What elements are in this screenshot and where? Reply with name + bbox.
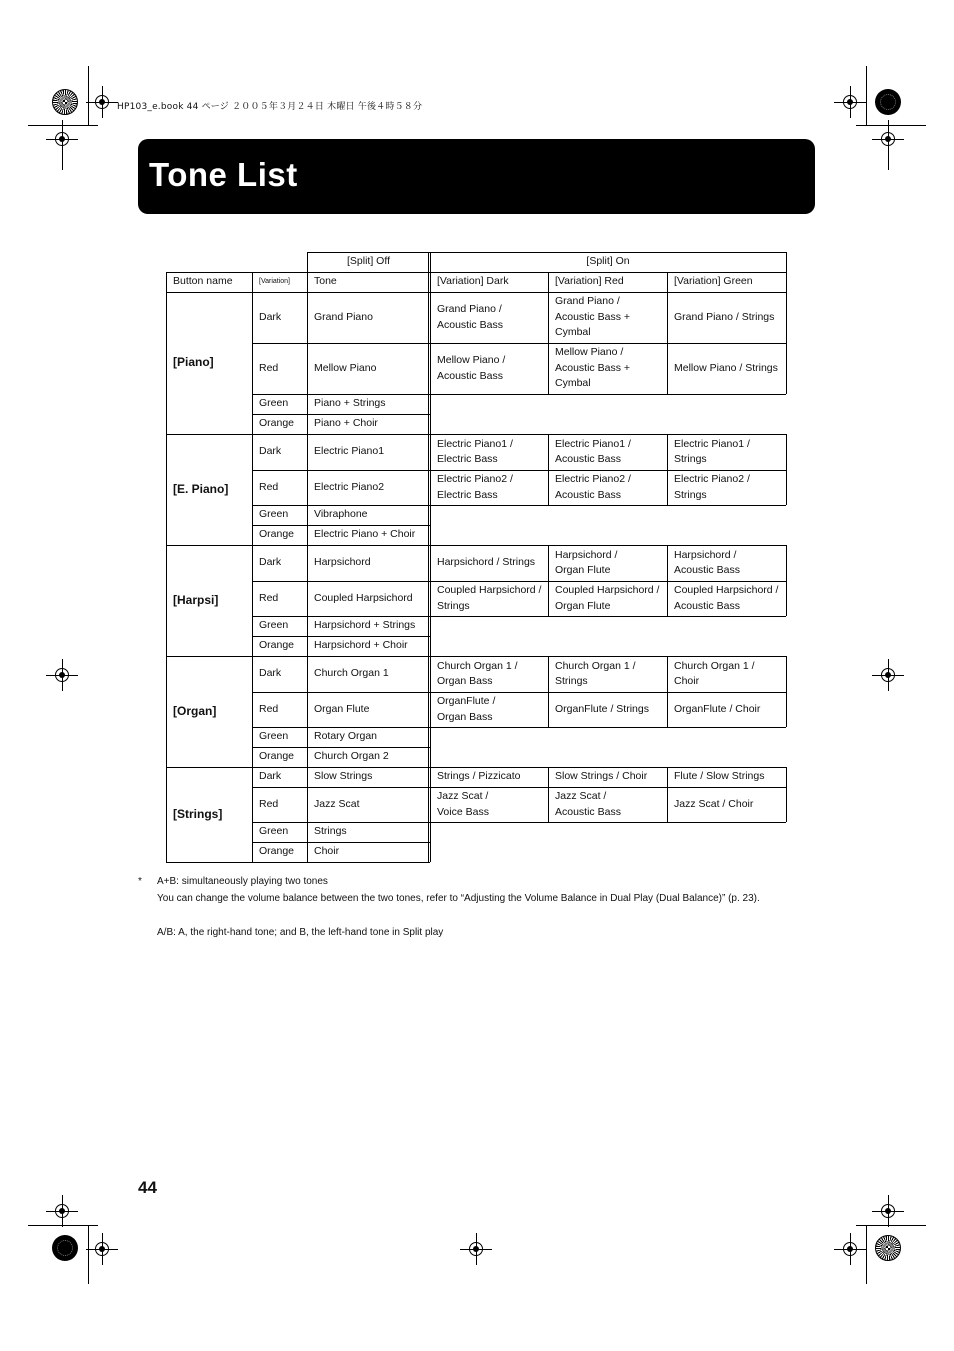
table-rule bbox=[307, 272, 308, 292]
button-name-cell: [Harpsi] bbox=[173, 592, 219, 607]
table-rule bbox=[307, 822, 308, 842]
tone-cell: Church Organ 2 bbox=[314, 750, 389, 763]
table-rule bbox=[307, 727, 308, 747]
header-variation-dark: [Variation] Dark bbox=[437, 275, 509, 288]
table-rule bbox=[548, 545, 549, 581]
table-rule bbox=[667, 581, 668, 616]
table-rule bbox=[307, 252, 308, 272]
table-rule bbox=[428, 434, 429, 470]
table-rule bbox=[428, 747, 429, 767]
table-rule bbox=[667, 767, 668, 787]
header-split-off: [Split] Off bbox=[347, 255, 390, 268]
split-tone-cell: Mellow Piano / Acoustic Bass bbox=[437, 354, 506, 382]
split-tone-cell: Mellow Piano / Strings bbox=[674, 361, 778, 374]
split-tone-cell: Electric Piano2 / Acoustic Bass bbox=[555, 473, 631, 501]
table-rule bbox=[667, 656, 668, 692]
table-rule bbox=[252, 636, 430, 637]
table-rule bbox=[430, 616, 431, 636]
table-rule bbox=[430, 505, 431, 525]
crop-mark bbox=[856, 125, 926, 126]
split-tone-cell: Electric Piano2 / Strings bbox=[674, 473, 750, 501]
table-rule bbox=[430, 272, 431, 292]
crop-mark bbox=[88, 66, 89, 126]
variation-cell: Orange bbox=[259, 417, 295, 430]
split-tone-cell: OrganFlute / Organ Bass bbox=[437, 695, 496, 723]
crop-mark bbox=[28, 125, 98, 126]
variation-cell: Dark bbox=[259, 667, 282, 680]
tone-cell: Mellow Piano bbox=[314, 361, 377, 374]
table-rule bbox=[428, 636, 429, 656]
table-rule bbox=[786, 434, 787, 470]
table-rule bbox=[786, 343, 787, 394]
table-rule bbox=[428, 292, 429, 343]
button-name-cell: [Strings] bbox=[173, 806, 223, 821]
split-tone-cell: Harpsichord / Organ Flute bbox=[555, 548, 618, 576]
starburst-icon bbox=[875, 1235, 901, 1261]
table-rule bbox=[428, 727, 429, 747]
split-tone-cell: Slow Strings / Choir bbox=[555, 770, 648, 783]
table-rule bbox=[307, 692, 308, 727]
variation-cell: Dark bbox=[259, 770, 282, 783]
split-tone-cell: OrganFlute / Choir bbox=[674, 702, 761, 715]
table-rule bbox=[667, 343, 668, 394]
variation-cell: Orange bbox=[259, 845, 295, 858]
table-rule bbox=[166, 767, 167, 862]
title-banner bbox=[138, 139, 815, 214]
table-rule bbox=[307, 470, 308, 505]
table-rule bbox=[548, 656, 549, 692]
table-rule bbox=[548, 470, 549, 505]
table-rule bbox=[252, 414, 430, 415]
table-rule bbox=[428, 545, 429, 581]
variation-cell: Green bbox=[259, 619, 289, 632]
table-rule bbox=[430, 822, 431, 842]
table-rule bbox=[307, 636, 308, 656]
table-rule bbox=[307, 343, 308, 394]
tone-cell: Electric Piano1 bbox=[314, 445, 385, 458]
table-rule bbox=[430, 822, 786, 823]
tone-cell: Slow Strings bbox=[314, 770, 373, 783]
table-rule bbox=[307, 292, 308, 343]
split-tone-cell: Coupled Harpsichord / Organ Flute bbox=[555, 584, 660, 612]
table-rule bbox=[428, 616, 429, 636]
header-split-on: [Split] On bbox=[586, 255, 630, 268]
split-tone-cell: Strings / Pizzicato bbox=[437, 770, 521, 783]
tone-cell: Choir bbox=[314, 845, 340, 858]
tone-cell: Strings bbox=[314, 825, 347, 838]
table-rule bbox=[786, 272, 787, 292]
table-rule bbox=[166, 434, 167, 545]
table-rule bbox=[786, 252, 787, 272]
button-name-cell: [Piano] bbox=[173, 355, 214, 370]
crop-mark bbox=[28, 1225, 98, 1226]
table-rule bbox=[548, 787, 549, 822]
tone-cell: Vibraphone bbox=[314, 508, 368, 521]
table-rule bbox=[548, 272, 549, 292]
split-tone-cell: OrganFlute / Strings bbox=[555, 702, 649, 715]
crop-mark bbox=[866, 66, 867, 126]
header-tone: Tone bbox=[314, 275, 337, 288]
table-rule bbox=[430, 747, 431, 767]
table-rule bbox=[428, 505, 429, 525]
variation-cell: Green bbox=[259, 397, 289, 410]
table-rule bbox=[548, 434, 549, 470]
table-rule bbox=[548, 692, 549, 727]
variation-cell: Red bbox=[259, 591, 279, 604]
print-header-line: HP103_e.book 44 ページ ２００５年３月２４日 木曜日 午後４時５８分 bbox=[117, 102, 423, 112]
table-rule bbox=[430, 414, 431, 434]
table-rule bbox=[307, 787, 308, 822]
page-title: Tone List bbox=[149, 156, 298, 193]
variation-cell: Red bbox=[259, 797, 279, 810]
crop-mark bbox=[888, 120, 889, 170]
table-rule bbox=[786, 470, 787, 505]
table-rule bbox=[166, 272, 167, 292]
table-rule bbox=[786, 545, 787, 581]
button-name-cell: [E. Piano] bbox=[173, 481, 229, 496]
variation-cell: Orange bbox=[259, 639, 295, 652]
table-rule bbox=[667, 787, 668, 822]
split-tone-cell: Electric Piano2 / Electric Bass bbox=[437, 473, 513, 501]
table-rule bbox=[307, 414, 308, 434]
tone-cell: Piano + Strings bbox=[314, 397, 386, 410]
table-rule bbox=[428, 470, 429, 505]
footnote-line-3: A/B: A, the right-hand tone; and B, the left-hand tone in Split play bbox=[157, 927, 444, 938]
split-tone-cell: Electric Piano1 / Acoustic Bass bbox=[555, 437, 631, 465]
crop-mark bbox=[88, 1226, 89, 1284]
split-tone-cell: Grand Piano / Acoustic Bass bbox=[437, 303, 503, 331]
split-tone-cell: Grand Piano / Acoustic Bass + Cymbal bbox=[555, 295, 630, 339]
variation-cell: Green bbox=[259, 730, 289, 743]
table-rule bbox=[166, 656, 167, 767]
split-tone-cell: Electric Piano1 / Strings bbox=[674, 437, 750, 465]
variation-cell: Orange bbox=[259, 528, 295, 541]
variation-cell: Dark bbox=[259, 445, 282, 458]
table-rule bbox=[307, 252, 786, 253]
tone-cell: Harpsichord bbox=[314, 556, 371, 569]
table-rule bbox=[307, 581, 308, 616]
split-tone-cell: Jazz Scat / Acoustic Bass bbox=[555, 790, 621, 818]
table-rule bbox=[307, 505, 308, 525]
table-rule bbox=[252, 525, 430, 526]
table-rule bbox=[166, 545, 167, 656]
table-rule bbox=[667, 545, 668, 581]
split-tone-cell: Mellow Piano / Acoustic Bass + Cymbal bbox=[555, 346, 630, 390]
table-rule bbox=[786, 581, 787, 616]
table-rule bbox=[307, 545, 308, 581]
table-rule bbox=[430, 252, 431, 272]
variation-cell: Green bbox=[259, 825, 289, 838]
table-rule bbox=[428, 272, 429, 292]
tone-cell: Piano + Choir bbox=[314, 417, 378, 430]
table-rule bbox=[428, 767, 429, 787]
table-rule bbox=[166, 292, 167, 434]
table-rule bbox=[307, 616, 308, 636]
table-rule bbox=[252, 272, 253, 292]
table-rule bbox=[307, 525, 308, 545]
tone-cell: Harpsichord + Strings bbox=[314, 619, 416, 632]
table-rule bbox=[667, 434, 668, 470]
tone-cell: Grand Piano bbox=[314, 310, 373, 323]
table-rule bbox=[166, 272, 786, 273]
table-rule bbox=[307, 747, 308, 767]
table-rule bbox=[786, 656, 787, 692]
crop-mark bbox=[856, 1225, 926, 1226]
table-rule bbox=[166, 862, 430, 863]
crop-mark bbox=[62, 120, 63, 170]
table-rule bbox=[430, 727, 431, 747]
crop-mark bbox=[866, 1226, 867, 1284]
split-tone-cell: Coupled Harpsichord / Strings bbox=[437, 584, 542, 612]
button-name-cell: [Organ] bbox=[173, 703, 217, 718]
table-rule bbox=[667, 272, 668, 292]
split-tone-cell: Harpsichord / Strings bbox=[437, 556, 536, 569]
table-rule bbox=[430, 727, 786, 728]
table-rule bbox=[667, 470, 668, 505]
split-tone-cell: Electric Piano1 / Electric Bass bbox=[437, 437, 513, 465]
table-rule bbox=[430, 394, 431, 414]
tone-cell: Jazz Scat bbox=[314, 797, 360, 810]
table-rule bbox=[428, 842, 429, 862]
table-rule bbox=[252, 747, 430, 748]
table-rule bbox=[667, 692, 668, 727]
table-rule bbox=[307, 394, 308, 414]
split-tone-cell: Jazz Scat / Choir bbox=[674, 797, 754, 810]
table-rule bbox=[430, 842, 431, 862]
table-rule bbox=[307, 767, 308, 787]
table-rule bbox=[428, 414, 429, 434]
table-rule bbox=[548, 292, 549, 343]
header-variation-red: [Variation] Red bbox=[555, 275, 624, 288]
split-tone-cell: Coupled Harpsichord / Acoustic Bass bbox=[674, 584, 779, 612]
table-rule bbox=[428, 656, 429, 692]
tone-cell: Church Organ 1 bbox=[314, 667, 389, 680]
tone-cell: Coupled Harpsichord bbox=[314, 591, 413, 604]
variation-cell: Dark bbox=[259, 310, 282, 323]
table-rule bbox=[252, 842, 430, 843]
variation-cell: Dark bbox=[259, 556, 282, 569]
table-rule bbox=[428, 787, 429, 822]
table-rule bbox=[548, 581, 549, 616]
tone-cell: Electric Piano2 bbox=[314, 480, 385, 493]
starburst-icon bbox=[52, 89, 78, 115]
tone-cell: Organ Flute bbox=[314, 702, 370, 715]
tone-cell: Electric Piano + Choir bbox=[314, 528, 416, 541]
header-variation-green: [Variation] Green bbox=[674, 275, 753, 288]
header-variation: [Variation] bbox=[259, 278, 290, 286]
page-number: 44 bbox=[138, 1178, 157, 1197]
split-tone-cell: Grand Piano / Strings bbox=[674, 310, 775, 323]
table-rule bbox=[430, 616, 786, 617]
table-rule bbox=[428, 822, 429, 842]
table-rule bbox=[430, 394, 786, 395]
table-rule bbox=[428, 343, 429, 394]
table-rule bbox=[667, 292, 668, 343]
table-rule bbox=[786, 692, 787, 727]
split-tone-cell: Harpsichord / Acoustic Bass bbox=[674, 548, 740, 576]
table-rule bbox=[548, 343, 549, 394]
table-rule bbox=[786, 292, 787, 343]
split-tone-cell: Jazz Scat / Voice Bass bbox=[437, 790, 489, 818]
variation-cell: Green bbox=[259, 508, 289, 521]
table-rule bbox=[786, 787, 787, 822]
variation-cell: Orange bbox=[259, 750, 295, 763]
variation-cell: Red bbox=[259, 361, 279, 374]
split-tone-cell: Church Organ 1 / Choir bbox=[674, 659, 755, 687]
split-tone-cell: Flute / Slow Strings bbox=[674, 770, 765, 783]
table-rule bbox=[307, 434, 308, 470]
header-button-name: Button name bbox=[173, 275, 233, 288]
table-rule bbox=[430, 525, 431, 545]
table-rule bbox=[428, 581, 429, 616]
tone-cell: Harpsichord + Choir bbox=[314, 639, 408, 652]
table-rule bbox=[307, 842, 308, 862]
table-rule bbox=[307, 656, 308, 692]
footnote-line-2: You can change the volume balance between the two tones, refer to “Adjusting the Volume Balance in Dual Play (Dual Balance)” (p. 23). bbox=[157, 893, 760, 904]
variation-cell: Red bbox=[259, 702, 279, 715]
table-rule bbox=[548, 767, 549, 787]
tone-cell: Rotary Organ bbox=[314, 730, 378, 743]
table-rule bbox=[428, 252, 429, 272]
target-icon bbox=[52, 1235, 78, 1261]
table-rule bbox=[428, 525, 429, 545]
table-rule bbox=[428, 394, 429, 414]
footnote-line-1: A+B: simultaneously playing two tones bbox=[157, 876, 328, 887]
variation-cell: Red bbox=[259, 480, 279, 493]
footnote-star: * bbox=[138, 876, 142, 887]
table-rule bbox=[428, 692, 429, 727]
split-tone-cell: Church Organ 1 / Strings bbox=[555, 659, 636, 687]
table-rule bbox=[430, 636, 431, 656]
target-icon bbox=[875, 89, 901, 115]
table-rule bbox=[430, 505, 786, 506]
table-rule bbox=[786, 767, 787, 787]
split-tone-cell: Church Organ 1 / Organ Bass bbox=[437, 659, 518, 687]
